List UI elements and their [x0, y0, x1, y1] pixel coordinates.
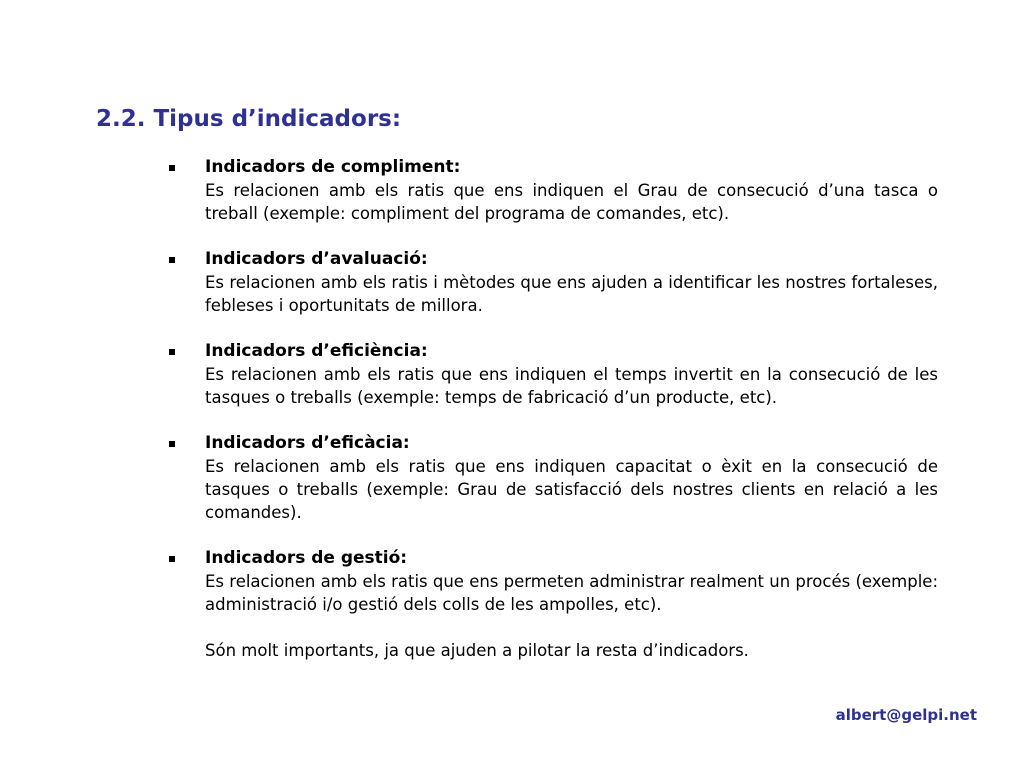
list-item-text: Es relacionen amb els ratis i mètodes que ens ajuden a identificar les nostres fortaleses, febleses i oportunitats de millora. — [205, 273, 938, 315]
square-bullet-icon — [169, 441, 175, 447]
indicator-list — [168, 156, 938, 685]
list-item-heading: Indicadors de gestió: — [205, 548, 408, 568]
list-item-text: Es relacionen amb els ratis que ens permeten administrar realment un procés (exemple: administració i/o gestió dels colls de les ampolles, etc). — [205, 572, 939, 614]
list-item-heading: Indicadors d’eficàcia: — [205, 433, 410, 453]
list-item-compliment — [168, 156, 938, 225]
list-item-text: Es relacionen amb els ratis que ens indiquen el temps invertit en la consecució de les tasques o treballs (exemple: temps de fabricació d’un producte, etc). — [205, 365, 938, 407]
square-bullet-icon — [169, 257, 175, 263]
list-item-text: Es relacionen amb els ratis que ens indiquen el Grau de consecució d’una tasca o treball (exemple: compliment del programa de comandes, etc). — [205, 181, 938, 223]
list-item-gestio — [168, 547, 938, 662]
square-bullet-icon — [169, 165, 175, 171]
list-item-avaluacio — [168, 248, 938, 317]
list-item-eficiencia — [168, 340, 938, 409]
closing-note: Són molt importants, ja que ajuden a pilotar la resta d’indicadors. — [205, 641, 749, 660]
list-item-heading: Indicadors d’avaluació: — [205, 249, 428, 269]
list-item-eficacia — [168, 432, 938, 524]
square-bullet-icon — [169, 349, 175, 355]
list-item-text: Es relacionen amb els ratis que ens indiquen capacitat o èxit en la consecució de tasques o treballs (exemple: Grau de satisfacció dels nostres clients en relació a les comandes). — [205, 457, 938, 522]
list-item-heading: Indicadors de compliment: — [205, 157, 461, 177]
list-item-heading: Indicadors d’eficiència: — [205, 341, 428, 361]
square-bullet-icon — [169, 556, 175, 562]
footer-email-link[interactable]: albert@gelpi.net — [835, 706, 977, 724]
slide-title: 2.2. Tipus d’indicadors: — [96, 106, 402, 132]
